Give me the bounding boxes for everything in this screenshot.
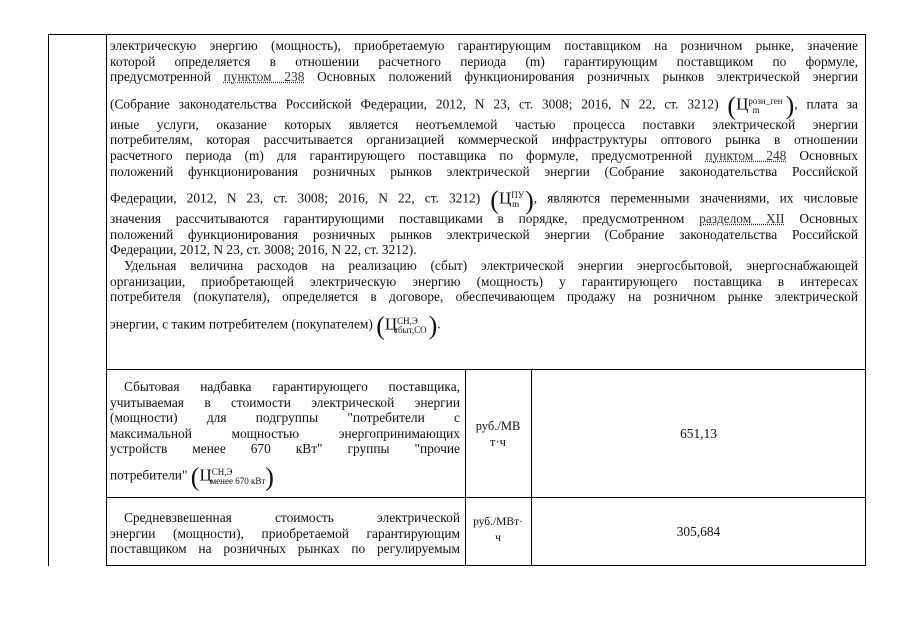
text-line-indented: Удельная величина расходов на реализацию (сбыт) электрической энергии энергосбытовой, энергоснабжающей [124,257,858,273]
text-line: электрическую энергию (мощность), приобретаемую гарантирующим поставщиком на розничном рынке, значение [110,38,858,53]
formula-symbol: Ц [498,188,512,208]
formula-sub: сбыт,СО [393,324,427,335]
text-fragment: Федерации, 2012, N 23, ст. 3008; 2016, N 22, ст. 3212) [110,190,481,206]
row2-description [110,510,460,557]
formula-sub: m [512,199,520,210]
unit-line: руб./МВт· [473,516,523,528]
text-line-indented: Средневзвешенная стоимость электрической [124,510,460,525]
top-text-block [110,38,858,341]
link-punkt-248[interactable]: пунктом 248 [705,147,787,163]
link-razdel-xii[interactable]: разделом XII [699,211,785,227]
text-fragment: энергии, с таким потребителем (покупателем) [110,316,373,332]
link-punkt-238[interactable]: пунктом 238 [223,69,305,85]
text-line: (мощности) для подгруппы "потребители с [110,410,460,426]
text-fragment: предусмотренной [110,69,224,85]
row-separator-2 [106,497,866,498]
text-fragment: расчетного периода (m) для гарантирующего поставщика по формуле, предусмотренной [110,147,706,163]
text-line: которой определяется в отношении расчетного периода (m) гарантирующим поставщиком по формуле, [110,53,858,69]
formula-sup: ПУ [511,190,525,201]
text-line [110,69,858,85]
formula-sub: m [752,104,760,115]
text-line: положений функционирования розничных рынков электрической энергии (Собрание законодательства Российской [110,226,858,242]
text-line: поставщиком на розничных рынках по регулируемым [110,541,460,557]
text-fragment: , являются переменными значениями, их числовые [533,190,858,206]
formula-sup: СН,Э [211,466,233,477]
text-line-formula3 [110,305,858,341]
text-line-formula2 [110,179,858,215]
text-line: Федерации, 2012, N 23, ст. 3008; 2016, N 22, ст. 3212). [110,242,417,258]
formula-tsena-pu: ($Ц^{ПУ}_m$ ) [490,185,534,215]
text-line: учитываемая в стоимости электрической энергии [110,394,460,410]
text-line [110,148,858,164]
text-fragment: . [437,316,441,332]
unit-line: т·ч [490,435,506,449]
text-fragment: Основных [784,211,858,227]
formula-sup: СН,Э [397,315,418,326]
text-line-indented: Сбытовая надбавка гарантирующего поставщика, [124,379,460,394]
text-fragment: , плата за [794,96,858,112]
formula-sub: менее 670 кВт [210,476,266,487]
table-top-border [48,34,866,35]
row1-description [110,379,460,492]
table-inner-left-border [106,34,107,566]
text-fragment: Основных положений функционирования розничных рынков электрической энергии [304,69,858,85]
formula-symbol: Ц [384,314,398,334]
table-bottom-border [106,565,866,566]
formula-symbol: Ц [199,465,212,485]
text-line [110,211,858,227]
text-fragment: Основных [786,147,858,163]
row2-value: 305,684 [676,524,721,539]
formula-symbol: Ц [736,94,749,114]
text-line-formula1 [110,85,858,121]
row-separator-1 [106,369,866,370]
text-fragment: потребители" [110,467,188,483]
text-fragment: значения рассчитываются гарантирующими поставщиками в порядке, предусмотренном [110,211,700,227]
formula-tsena-sbyt-so: $(Ц^{СН,Э}_{сбыт,СО})$ [376,311,438,341]
unit-line: руб./МВ [475,419,521,433]
table-left-border [48,34,49,566]
text-line: организации, приобретающей электрическую энергию (мощность) у гарантирующего поставщика в интересах [110,273,858,289]
text-line-formula [110,457,460,492]
unit-line: ч [495,532,501,544]
text-line: потребителя (покупателя), определяется в договоре, обеспечивающем продажу на розничном рынке электрической [110,289,858,305]
row2-unit [466,514,530,546]
text-line: максимальной мощностью энергопринимающих [110,425,460,441]
text-line: потребителям, которая рассчитывается организацией коммерческой инфраструктуры оптового рынка в отношении [110,132,858,148]
formula-tsena-rozn-gen: ($Ц^{розн\_ген}_m$ ) [727,91,795,121]
text-line: иные услуги, оказание которых является неотъемлемой частью процесса поставки электрической энергии [110,116,858,132]
row1-value: 651,13 [680,426,717,441]
row1-unit [466,418,530,450]
text-line: энергии (мощности), приобретаемой гарантирующим [110,525,460,541]
text-line: положений функционирования розничных рынков электрической энергии (Собрание законодательства Российской [110,163,858,179]
text-fragment: (Собрание законодательства Российской Федерации, 2012, N 23, ст. 3008; 2016, N 22, ст. 3212) [110,96,719,112]
formula-tsena-menee-670: $(Ц^{СН,Э}_{менее 670 кВт})$ [190,462,274,492]
text-line: устройств менее 670 кВт" группы "прочие [110,441,460,457]
table-right-border [865,34,866,566]
formula-sup: розн_ген [748,95,783,106]
